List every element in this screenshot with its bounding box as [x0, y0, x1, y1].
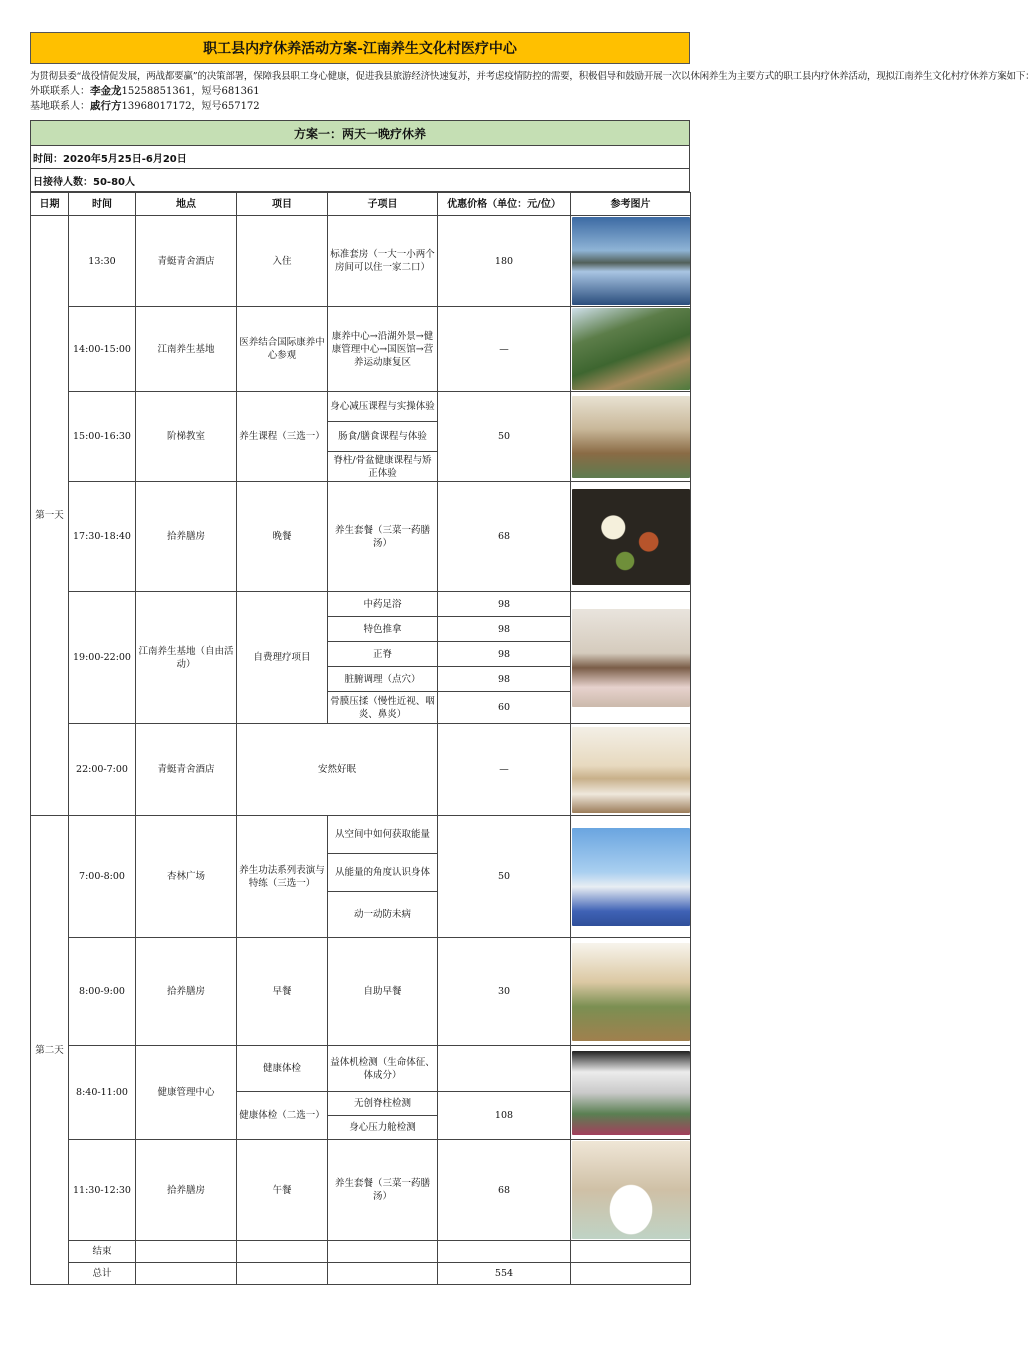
resort-aerial-photo — [572, 308, 690, 390]
subitem-cell: 从能量的角度认识身体 — [328, 854, 438, 892]
contact-phone: 13968017172，短号657172 — [121, 101, 260, 112]
place-cell: 拾养膳房 — [136, 1140, 237, 1241]
item-cell: 入住 — [237, 216, 328, 307]
time-cell: 13:30 — [69, 216, 136, 307]
contact-name: 戚行方 — [90, 100, 122, 112]
price-cell: — — [438, 724, 571, 816]
contact-label: 基地联系人： — [30, 101, 90, 112]
place-cell: 江南养生基地 — [136, 307, 237, 392]
subitem-cell: 益体机检测（生命体征、体成分） — [328, 1046, 438, 1092]
total-label: 总计 — [69, 1263, 136, 1285]
place-cell: 阶梯教室 — [136, 392, 237, 482]
outdoor-exercise-photo — [572, 828, 690, 926]
lake-night-photo — [572, 217, 690, 305]
table-row — [31, 392, 691, 422]
item-cell: 午餐 — [237, 1140, 328, 1241]
header-place: 地点 — [136, 193, 237, 216]
subitem-cell: 身心压力舱检测 — [328, 1116, 438, 1140]
place-cell: 青蜓青舍酒店 — [136, 216, 237, 307]
image-cell — [571, 307, 691, 392]
header-price: 优惠价格（单位：元/位） — [438, 193, 571, 216]
price-cell: 60 — [438, 692, 571, 724]
price-cell: 98 — [438, 592, 571, 617]
item-cell: 早餐 — [237, 938, 328, 1046]
price-cell: 98 — [438, 667, 571, 692]
price-cell: 50 — [438, 392, 571, 482]
table-row — [31, 216, 691, 307]
image-cell — [571, 816, 691, 938]
image-cell — [571, 1140, 691, 1241]
image-cell — [571, 1046, 691, 1140]
price-cell: 50 — [438, 816, 571, 938]
time-cell: 8:40-11:00 — [69, 1046, 136, 1140]
image-cell — [571, 724, 691, 816]
time-info: 时间：2020年5月25日-6月20日 — [30, 146, 690, 169]
price-cell: — — [438, 307, 571, 392]
time-cell: 17:30-18:40 — [69, 482, 136, 592]
contact-name: 李金龙 — [90, 85, 122, 97]
contact-outreach — [30, 84, 690, 99]
item-cell: 健康体检 — [237, 1046, 328, 1092]
price-cell: 108 — [438, 1092, 571, 1140]
time-cell: 8:00-9:00 — [69, 938, 136, 1046]
banquet-room-photo — [572, 1141, 690, 1239]
time-cell: 19:00-22:00 — [69, 592, 136, 724]
table-row — [31, 938, 691, 1046]
header-date: 日期 — [31, 193, 69, 216]
time-cell: 7:00-8:00 — [69, 816, 136, 938]
price-cell: 180 — [438, 216, 571, 307]
subitem-cell: 养生套餐（三菜一药膳汤） — [328, 482, 438, 592]
table-row — [31, 724, 691, 816]
place-cell: 杏林广场 — [136, 816, 237, 938]
subitem-cell: 标准套房（一大一小两个房间可以住一家二口） — [328, 216, 438, 307]
time-cell: 15:00-16:30 — [69, 392, 136, 482]
intro-text: 为贯彻县委“战役情促发展，两战都要赢”的决策部署，保障我县职工身心健康，促进我县旅游经济快速复苏，并考虑疫情防控的需要，积极倡导和鼓励开展一次以休闲养生为主要方式的职工县内疗休养活动，现拟江南养生文化村疗休养方案如下： — [30, 71, 1034, 82]
end-row — [31, 1241, 691, 1263]
place-cell: 拾养膳房 — [136, 482, 237, 592]
item-cell: 安然好眠 — [237, 724, 438, 816]
subitem-cell: 自助早餐 — [328, 938, 438, 1046]
hotel-room-photo — [572, 727, 690, 813]
dining-hall-photo — [572, 943, 690, 1041]
day-cell: 第一天 — [31, 216, 69, 816]
subitem-cell: 身心减压课程与实操体验 — [328, 392, 438, 422]
item-cell: 养生课程（三选一） — [237, 392, 328, 482]
massage-therapy-photo — [572, 609, 690, 707]
subitem-cell: 肠食/膳食课程与体验 — [328, 422, 438, 452]
header-item: 项目 — [237, 193, 328, 216]
header-row — [31, 193, 691, 216]
schedule-table — [30, 192, 691, 1285]
spreadsheet — [30, 32, 1034, 1285]
end-label: 结束 — [69, 1241, 136, 1263]
contact-label: 外联联系人： — [30, 86, 90, 97]
image-cell — [571, 592, 691, 724]
herbal-dishes-photo — [572, 489, 690, 585]
table-row — [31, 816, 691, 854]
price-cell — [438, 1046, 571, 1092]
subitem-cell: 中药足浴 — [328, 592, 438, 617]
price-cell: 68 — [438, 482, 571, 592]
item-cell: 自费理疗项目 — [237, 592, 328, 724]
item-cell: 养生功法系列表演与特练（三选一） — [237, 816, 328, 938]
time-cell: 11:30-12:30 — [69, 1140, 136, 1241]
place-cell: 健康管理中心 — [136, 1046, 237, 1140]
contact-base — [30, 99, 690, 114]
header-time: 时间 — [69, 193, 136, 216]
table-row — [31, 1046, 691, 1092]
day-cell: 第二天 — [31, 816, 69, 1285]
subitem-cell: 动一动防未病 — [328, 892, 438, 938]
subitem-cell: 正脊 — [328, 642, 438, 667]
header-image: 参考图片 — [571, 193, 691, 216]
item-cell: 医养结合国际康养中心参观 — [237, 307, 328, 392]
table-row — [31, 592, 691, 617]
place-cell: 拾养膳房 — [136, 938, 237, 1046]
table-row — [31, 482, 691, 592]
subitem-cell: 特色推拿 — [328, 617, 438, 642]
image-cell — [571, 482, 691, 592]
total-price: 554 — [438, 1263, 571, 1285]
item-cell: 晚餐 — [237, 482, 328, 592]
place-cell: 江南养生基地（自由活动） — [136, 592, 237, 724]
subitem-cell: 骨膜压揉（慢性近视、咽炎、鼻炎） — [328, 692, 438, 724]
price-cell: 98 — [438, 617, 571, 642]
subitem-cell: 康养中心→沿湖外景→健康管理中心→国医馆→营养运动康复区 — [328, 307, 438, 392]
total-row — [31, 1263, 691, 1285]
subitem-cell: 无创脊柱检测 — [328, 1092, 438, 1116]
price-cell: 98 — [438, 642, 571, 667]
table-row — [31, 1140, 691, 1241]
price-cell: 30 — [438, 938, 571, 1046]
image-cell — [571, 392, 691, 482]
document-title: 职工县内疗休养活动方案-江南养生文化村医疗中心 — [30, 32, 690, 64]
reception-info: 日接待人数：50-80人 — [30, 169, 690, 192]
contact-phone: 15258851361，短号681361 — [121, 86, 260, 97]
subitem-cell: 脏腑调理（点穴） — [328, 667, 438, 692]
image-cell — [571, 938, 691, 1046]
time-cell: 22:00-7:00 — [69, 724, 136, 816]
place-cell: 青蜓青舍酒店 — [136, 724, 237, 816]
table-row — [31, 307, 691, 392]
lecture-hall-photo — [572, 396, 690, 478]
image-cell — [571, 216, 691, 307]
plan-title: 方案一：两天一晚疗休养 — [30, 120, 690, 146]
subitem-cell: 从空间中如何获取能量 — [328, 816, 438, 854]
header-subitem: 子项目 — [328, 193, 438, 216]
price-cell: 68 — [438, 1140, 571, 1241]
item-cell: 健康体检（二选一） — [237, 1092, 328, 1140]
health-center-photo — [572, 1051, 690, 1135]
subitem-cell: 脊柱/骨盆健康课程与矫正体验 — [328, 452, 438, 482]
time-cell: 14:00-15:00 — [69, 307, 136, 392]
subitem-cell: 养生套餐（三菜一药膳汤） — [328, 1140, 438, 1241]
